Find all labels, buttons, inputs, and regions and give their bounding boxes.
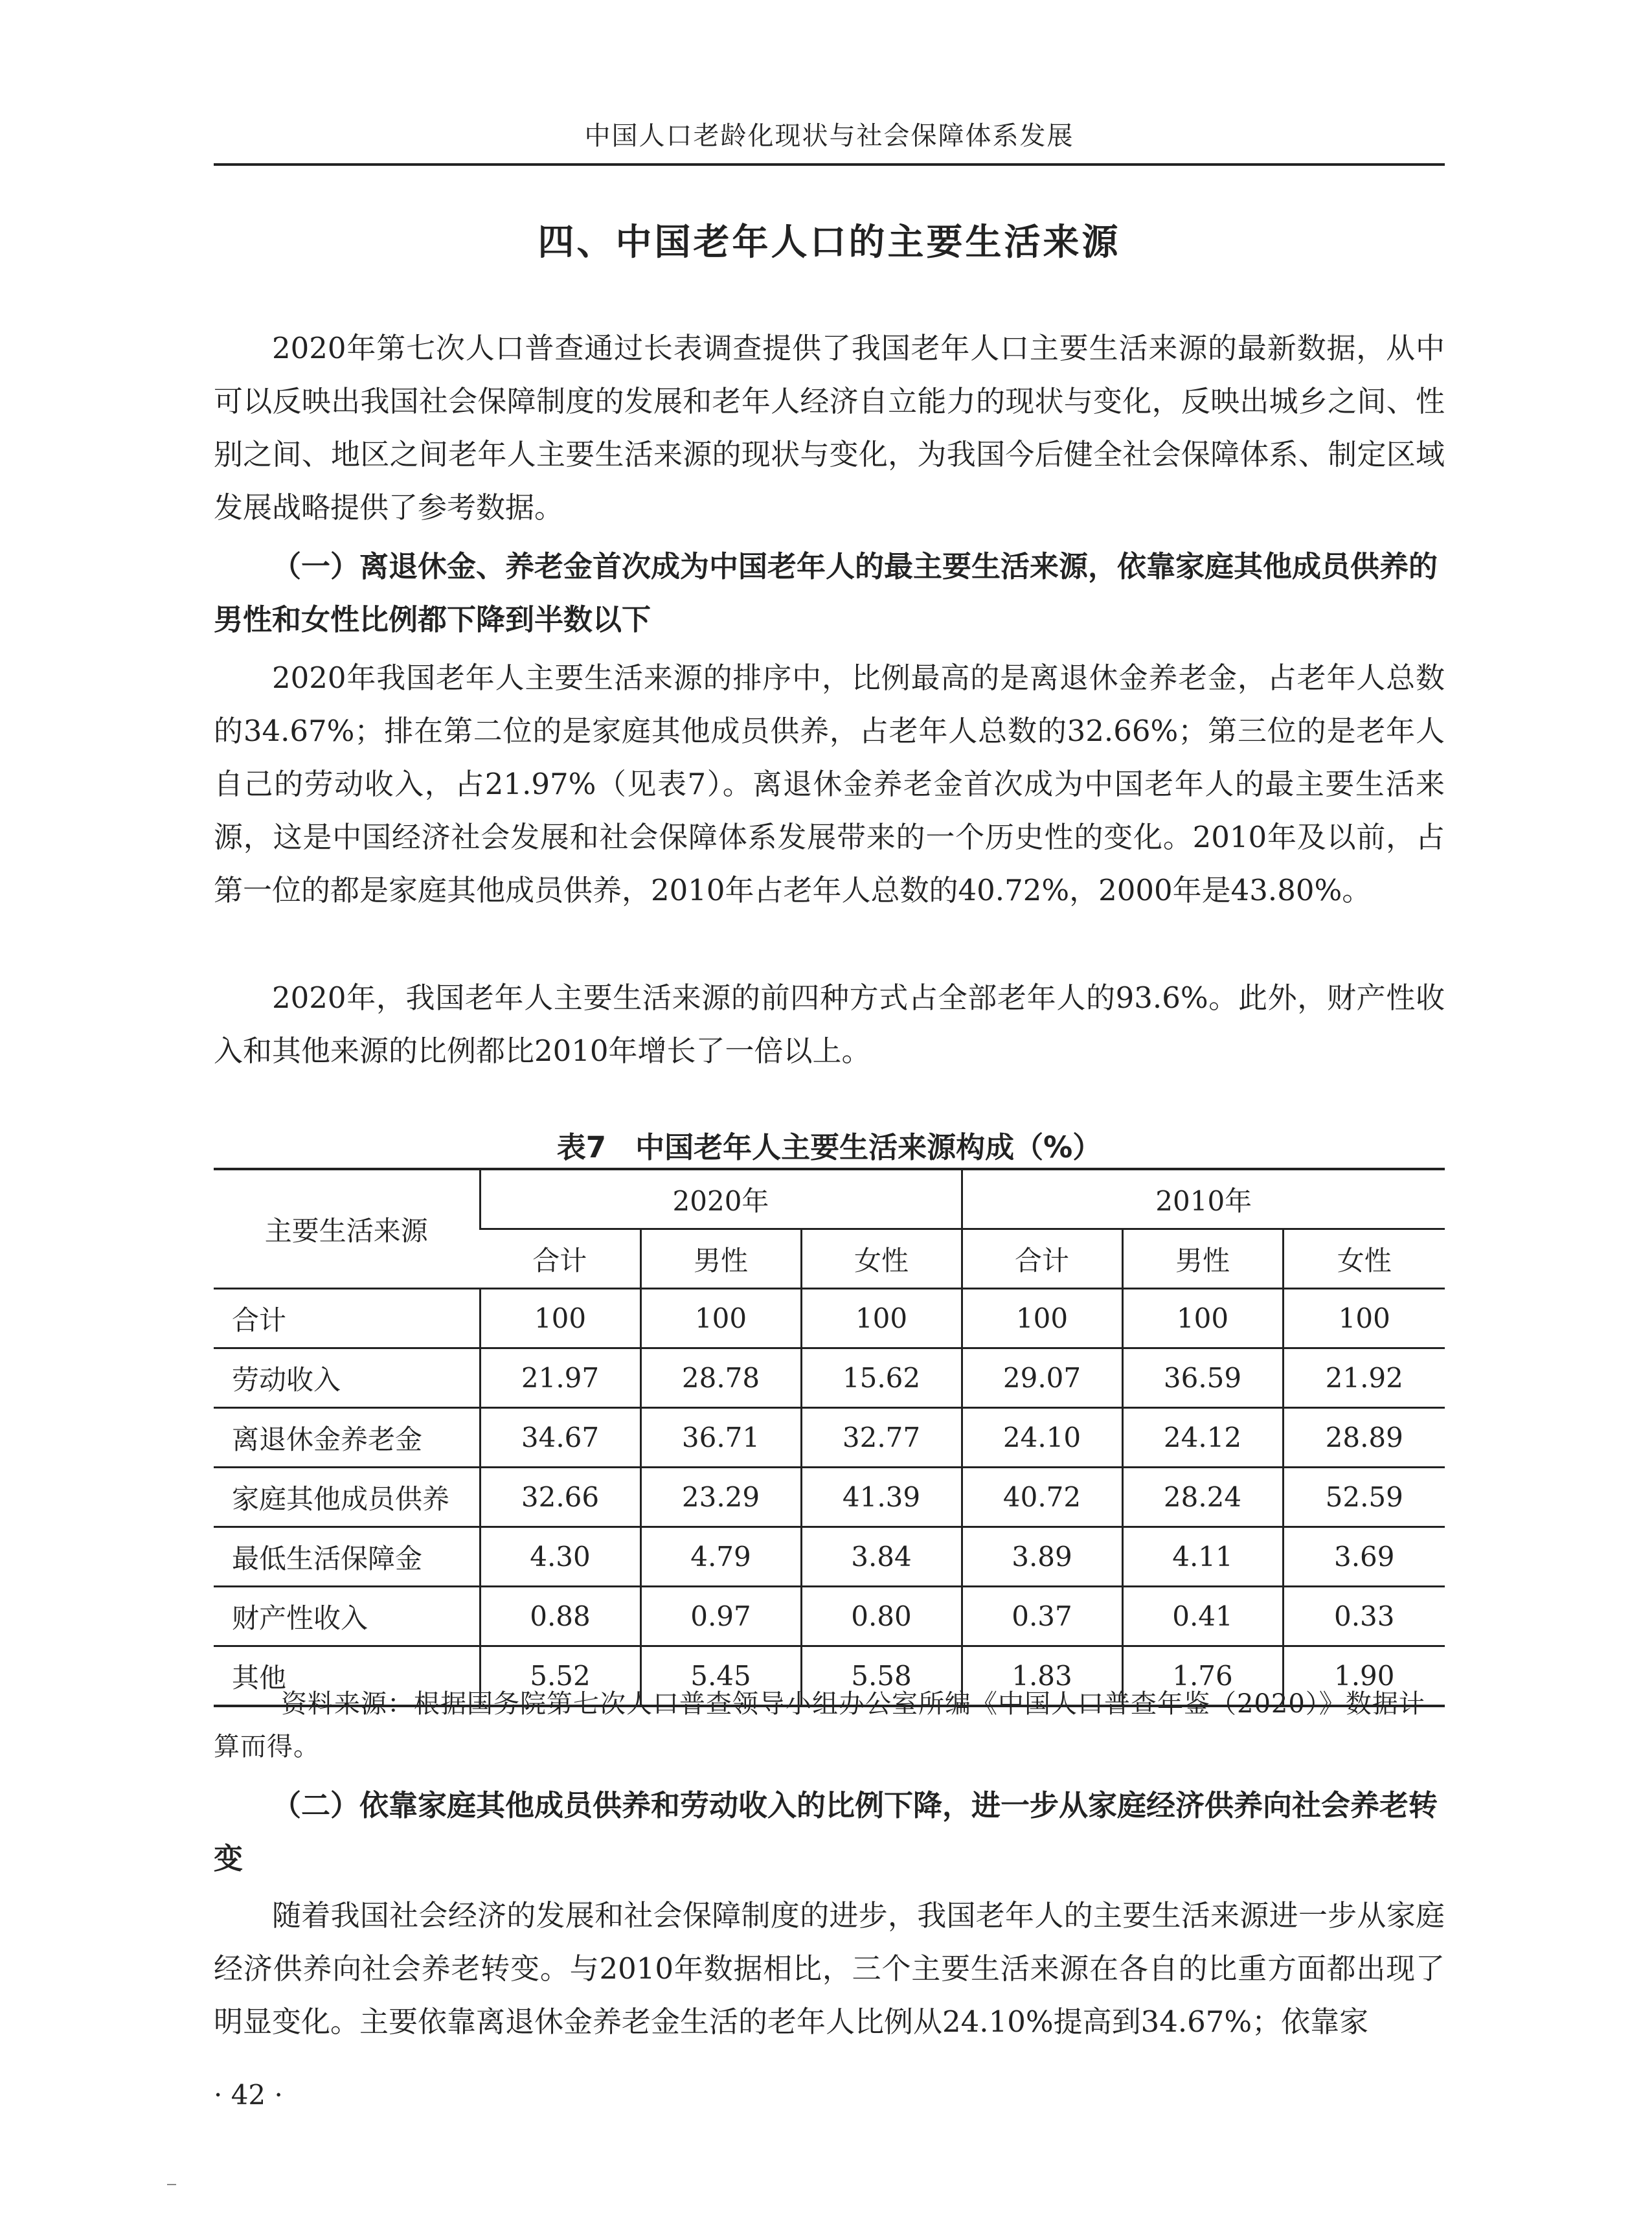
table-cell: 0.97	[640, 1587, 801, 1646]
table-cell: 21.92	[1283, 1348, 1445, 1408]
table-cell: 23.29	[640, 1468, 801, 1527]
row-label: 家庭其他成员供养	[214, 1468, 480, 1527]
subcolumn-female: 女性	[1283, 1229, 1445, 1289]
subcolumn-male: 男性	[640, 1229, 801, 1289]
table-cell: 3.89	[962, 1527, 1122, 1587]
table-cell: 41.39	[801, 1468, 962, 1527]
table-cell: 100	[640, 1289, 801, 1348]
table-cell: 36.71	[640, 1408, 801, 1468]
subcolumn-male: 男性	[1122, 1229, 1283, 1289]
table-row	[214, 1527, 1445, 1587]
table-cell: 21.97	[480, 1348, 640, 1408]
subcolumn-total: 合计	[962, 1229, 1122, 1289]
subsection-2-heading: （二）依靠家庭其他成员供养和劳动收入的比例下降，进一步从家庭经济供养向社会养老转变	[214, 1788, 1438, 1876]
row-label: 合计	[214, 1289, 480, 1348]
row-label: 其他	[214, 1646, 480, 1707]
row-label: 财产性收入	[214, 1587, 480, 1646]
page-number: · 42 ·	[214, 2079, 283, 2111]
table-row	[214, 1289, 1445, 1348]
table-cell: 3.84	[801, 1527, 962, 1587]
table-cell: 100	[1122, 1289, 1283, 1348]
table-cell: 1.76	[1122, 1646, 1283, 1707]
table-cell: 28.78	[640, 1348, 801, 1408]
living-source-table	[214, 1168, 1445, 1707]
subsection-1-heading: （一）离退休金、养老金首次成为中国老年人的最主要生活来源，依靠家庭其他成员供养的男性和女性比例都下降到半数以下	[214, 549, 1438, 637]
table-source-note: 资料来源：根据国务院第七次人口普查领导小组办公室所编《中国人口普查年鉴（2020）》数据计算而得。	[214, 1689, 1425, 1762]
table-cell: 32.66	[480, 1468, 640, 1527]
table-row	[214, 1348, 1445, 1408]
table-cell: 5.45	[640, 1646, 801, 1707]
year-2020-header: 2020年	[480, 1169, 962, 1229]
section-title: 四、中国老年人口的主要生活来源	[537, 221, 1121, 264]
table-cell: 15.62	[801, 1348, 962, 1408]
table-header-row-years	[214, 1169, 1445, 1229]
subsection-1-paragraph-1: 2020年我国老年人主要生活来源的排序中，比例最高的是离退休金养老金，占老年人总数的34.67%；排在第二位的是家庭其他成员供养，占老年人总数的32.66%；第三位的是老年人自己的劳动收入，占21.97%（见表7）。离退休金养老金首次成为中国老年人的最主要生活来源，这是中国经济社会发展和社会保障体系发展带来的一个历史性的变化。2010年及以前，占第一位的都是家庭其他成员供养，2010年占老年人总数的40.72%，2000年是43.80%。	[214, 661, 1445, 907]
table-caption: 表7 中国老年人主要生活来源构成（%）	[556, 1130, 1102, 1164]
table-cell: 32.77	[801, 1408, 962, 1468]
header-rule	[214, 163, 1445, 166]
row-label: 离退休金养老金	[214, 1408, 480, 1468]
table-cell: 52.59	[1283, 1468, 1445, 1527]
subsection-1-paragraph-2: 2020年，我国老年人主要生活来源的前四种方式占全部老年人的93.6%。此外，财产性收入和其他来源的比例都比2010年增长了一倍以上。	[214, 981, 1445, 1068]
year-2010-header: 2010年	[962, 1169, 1445, 1229]
subsection-2-paragraph: 随着我国社会经济的发展和社会保障制度的进步，我国老年人的主要生活来源进一步从家庭经济供养向社会养老转变。与2010年数据相比，三个主要生活来源在各自的比重方面都出现了明显变化。主要依靠离退休金养老金生活的老年人比例从24.10%提高到34.67%；依靠家	[214, 1898, 1445, 2039]
table-row	[214, 1468, 1445, 1527]
table-cell: 0.41	[1122, 1587, 1283, 1646]
table-cell: 5.58	[801, 1646, 962, 1707]
table-cell: 1.83	[962, 1646, 1122, 1707]
table-row	[214, 1587, 1445, 1646]
crop-mark	[167, 2184, 176, 2185]
table-cell: 28.89	[1283, 1408, 1445, 1468]
table-cell: 4.11	[1122, 1527, 1283, 1587]
table-cell: 4.79	[640, 1527, 801, 1587]
running-header: 中国人口老龄化现状与社会保障体系发展	[584, 121, 1074, 151]
subcolumn-total: 合计	[480, 1229, 640, 1289]
table-cell: 0.37	[962, 1587, 1122, 1646]
table-cell: 24.10	[962, 1408, 1122, 1468]
row-header-cell: 主要生活来源	[214, 1169, 480, 1289]
table-cell: 29.07	[962, 1348, 1122, 1408]
table-cell: 40.72	[962, 1468, 1122, 1527]
table-cell: 4.30	[480, 1527, 640, 1587]
table-cell: 3.69	[1283, 1527, 1445, 1587]
row-label: 最低生活保障金	[214, 1527, 480, 1587]
table-cell: 5.52	[480, 1646, 640, 1707]
table-cell: 34.67	[480, 1408, 640, 1468]
table-cell: 0.80	[801, 1587, 962, 1646]
intro-paragraph: 2020年第七次人口普查通过长表调查提供了我国老年人口主要生活来源的最新数据，从中可以反映出我国社会保障制度的发展和老年人经济自立能力的现状与变化，反映出城乡之间、性别之间、地区之间老年人主要生活来源的现状与变化，为我国今后健全社会保障体系、制定区域发展战略提供了参考数据。	[214, 331, 1445, 525]
table-cell: 24.12	[1122, 1408, 1283, 1468]
table-cell: 0.33	[1283, 1587, 1445, 1646]
row-label: 劳动收入	[214, 1348, 480, 1408]
table-cell: 28.24	[1122, 1468, 1283, 1527]
table-cell: 100	[962, 1289, 1122, 1348]
table-cell: 36.59	[1122, 1348, 1283, 1408]
table-cell: 100	[480, 1289, 640, 1348]
table-cell: 100	[801, 1289, 962, 1348]
table-cell: 0.88	[480, 1587, 640, 1646]
subcolumn-female: 女性	[801, 1229, 962, 1289]
table-cell: 100	[1283, 1289, 1445, 1348]
table-cell: 1.90	[1283, 1646, 1445, 1707]
table-row	[214, 1408, 1445, 1468]
